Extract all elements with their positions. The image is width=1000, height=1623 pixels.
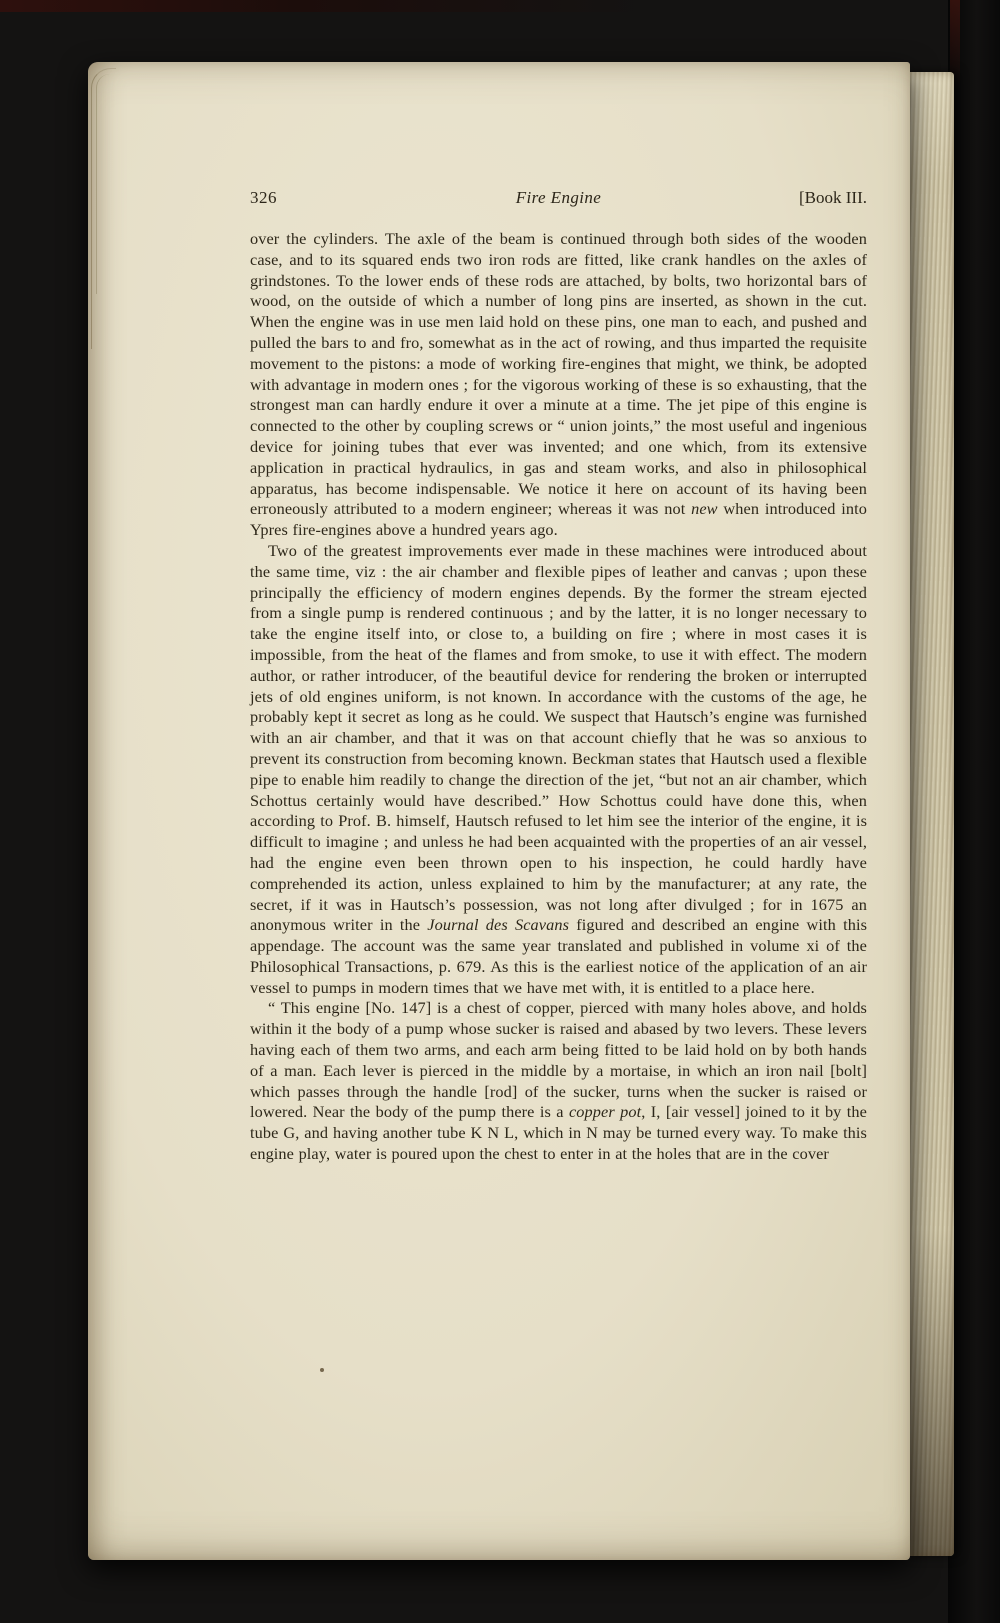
page-stack-edge <box>906 72 954 1556</box>
text-run: over the cylinders. The axle of the beam is continued through both sides of the wooden case, and to its squared ends two iron rods are fitted, like crank handles on the axles of grindstones. To the lower ends of these rods are attached, by bolts, two horizontal bars of wood, on the outside of which a number of long pins are inserted, as shown in the cut. When the engine was in use men laid hold on these pins, one man to each, and pushed and pulled the bars to and fro, somewhat as in the act of rowing, and thus imparted the requisite movement to the pistons: a mode of working fire-engines that might, we think, be adopted with advantage in modern ones ; for the vigorous working of these is so exhausting, that the strongest man can hardly endure it over a minute at a time. The jet pipe of this engine is connected to the other by coupling screws or “ union joints,” the most useful and ingenious device for joining tubes that ever was invented; and one which, from its extensive application in practical hydraulics, in gas and steam works, and also in philosophical apparatus, has become indispensable. We notice it here on account of its having been erroneously attributed to a modern engineer; whereas it was not <box>250 229 867 519</box>
text-run: “ This engine [No. 147] is a chest of copper, pierced with many holes above, and holds within it the body of a pump whose sucker is raised and abased by two levers. These levers having each of them two arms, and each arm being fitted to be laid hold on by both hands of a man. Each lever is pierced in the middle by a mortaise, in which an iron nail [bolt] which passes through the handle [rod] of the sucker, turns when the sucker is raised or lowered. Near the body of the pump there is a <box>250 998 867 1122</box>
book-label: [Book III. <box>799 188 867 207</box>
paragraph <box>250 229 867 541</box>
backdrop-top-tint <box>0 0 1000 12</box>
paragraph <box>250 998 867 1164</box>
text-run: figured and described an engine with this appendage. The account was the same year translated and published in volume xi of the Philosophical Transactions, p. 679. As this is the earliest notice of the application of an air vessel to pumps in modern times that we have met with, it is entitled to a place here. <box>250 915 868 997</box>
text-run: copper pot <box>568 1102 642 1122</box>
book-page <box>88 62 910 1560</box>
text-run: new <box>691 499 718 519</box>
text-run: , I, [air vessel] joined to it by the tube G, and having another tube K N L, which in N may be turned every way. To make this engine play, water is poured upon the chest to enter in at the holes that are in the cover <box>250 1102 867 1164</box>
page-curl-line <box>96 74 115 294</box>
text-run: Two of the greatest improvements ever made in these machines were introduced about the same time, viz : the air chamber and flexible pipes of leather and canvas ; upon these principally the efficiency of modern engines depends. By the former the stream ejected from a single pump is rendered continuous ; and by the latter, it is no longer necessary to take the engine itself into, or close to, a building on fire ; where in most cases it is impossible, from the heat of the flames and from smoke, to use it with effect. The modern author, or rather introducer, of the beautiful device for rendering the broken or interrupted jets of old engines uniform, is not known. In accordance with the customs of the age, he probably kept it secret as long as he could. We suspect that Hautsch’s engine was furnished with an air chamber, and that it was on that account chiefly that he was so anxious to prevent its construction from becoming known. Beckman states that Hautsch used a flexible pipe to enable him readily to change the direction of the jet, “but not an air chamber, which Schottus certainly would have described.” How Schottus could have done this, when according to Prof. B. himself, Hautsch refused to let him see the interior of the engine, it is difficult to imagine ; and unless he had been acquainted with the properties of an air vessel, had the engine even been thrown open to his inspection, he could hardly have comprehended its action, unless explained to him by the manufacturer; at any rate, the secret, if it was in Hautsch’s possession, was not long after divulged ; for in 1675 an anonymous writer in the <box>250 540 867 935</box>
paragraph <box>250 541 867 999</box>
book-cover <box>948 0 1000 1623</box>
text-run: when introduced into Ypres fire-engines above a hundred years ago. <box>250 499 867 540</box>
page-number: 326 <box>250 188 277 207</box>
running-title: Fire Engine <box>515 188 602 207</box>
running-header <box>250 188 867 208</box>
body-text <box>250 229 867 1165</box>
ink-dot <box>320 1368 324 1372</box>
text-run: Journal des Scavans <box>427 915 570 935</box>
